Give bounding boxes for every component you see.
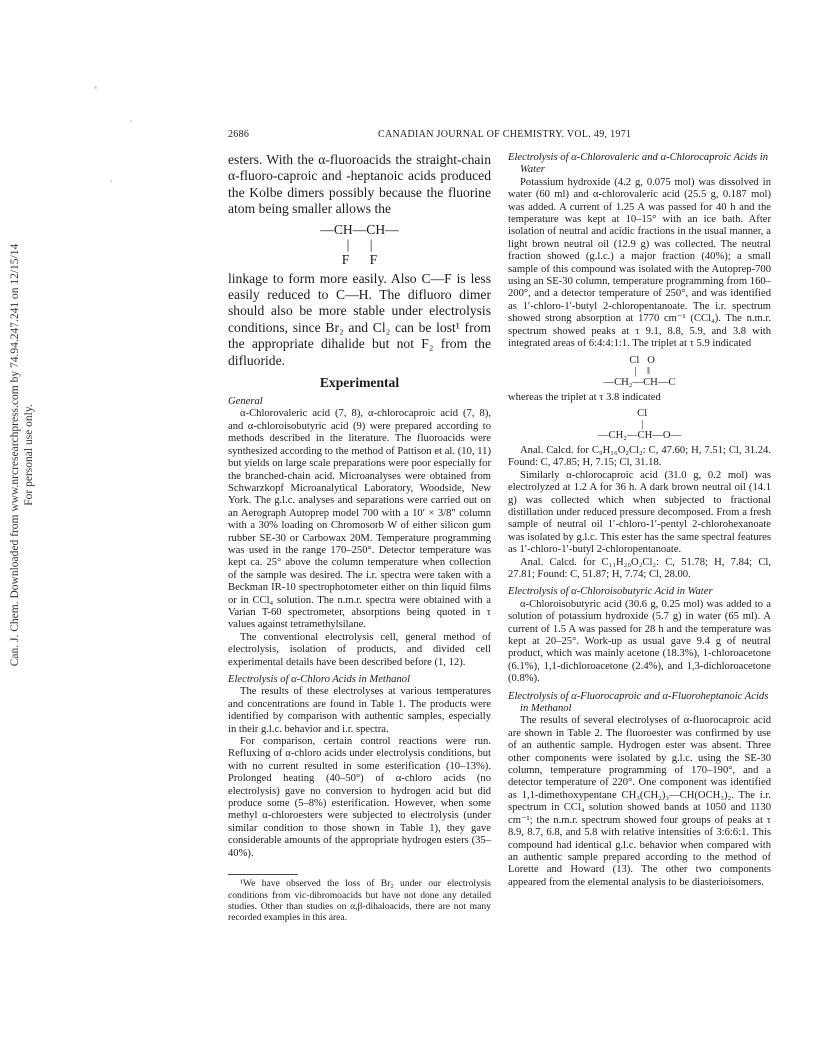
structure-line: | ‖ bbox=[629, 365, 650, 377]
structure-line: —CH—CH— bbox=[320, 221, 399, 237]
left-column bbox=[228, 152, 491, 924]
paragraph-cell: The conventional electrolysis cell, general method of electrolysis, isolation of products, and divided cell experimental details have been described before (1, 12). bbox=[228, 631, 491, 668]
structure-line: Cl bbox=[631, 407, 648, 419]
ester-structure-2 bbox=[508, 408, 771, 441]
subheading-water-electrolysis: Electrolysis of α-Chlorovaleric and α-Chlorocaproic Acids in Water bbox=[508, 152, 769, 176]
subheading-general: General bbox=[228, 396, 263, 408]
paragraph-isobutyric: α-Chloroisobutyric acid (30.6 g, 0.25 mol) was added to a solution of potassium hydroxide (5.7 g) in water (65 ml). A current of 1.5 A was passed for 28 h and the temperature was kept at 20–25°. Work-up as usual gave 9.4 g of neutral product, which was mainly acetone (18.3%), 1-chloroacetone (6.1%), 1,1-dichloroacetone (2.4%), and 1,3-dichloroacetone (0.8%). bbox=[508, 598, 771, 685]
footnote: ¹We have observed the loss of Br₂ under our electrolysis conditions from vic-dibromoacids but have not done any detailed studies. Other than studies on α,β-dihaloacids, there are not many recorded examples in this area. bbox=[228, 878, 491, 924]
watermark-line-2: For personal use only. bbox=[23, 404, 35, 506]
page-number: 2686 bbox=[228, 129, 250, 140]
structure-line: | bbox=[635, 418, 644, 430]
structure-line: F F bbox=[341, 251, 378, 267]
paragraph-intro: esters. With the α-fluoroacids the straight-chain α-fluoro-caproic and -heptanoic acids produced the Kolbe dimers possibly because the fluorine atom being smaller allows the bbox=[228, 152, 491, 217]
paragraph-controls: For comparison, certain control reactions were run. Refluxing of α-chloro acids under electrolysis conditions, but with no current resulted in some esterification (10–13%). Prolonged heating (40–50°) of α-chloro acids (no electrolysis) gave no conversion to hydrogen acid but did produce some (5–8%) esterification. However, when some methyl α-chloroesters were subjected to electrolysis (under similar condition to those shown in Table 1), they gave considerable amounts of the appropriate hydrogen esters (35–40%). bbox=[228, 736, 491, 859]
journal-title: CANADIAN JOURNAL OF CHEMISTRY. VOL. 49, 1971 bbox=[378, 129, 632, 140]
right-column bbox=[508, 152, 771, 889]
structure-line: —CH₂—CH—C bbox=[603, 376, 676, 388]
subheading-methanol: Electrolysis of α-Chloro Acids in Methanol bbox=[228, 674, 411, 685]
paragraph-results: The results of these electrolyses at various temperatures and concentrations are found in Table 1. The products were identified by comparison with authentic samples, especially in their g.l.c. behavior and i.r. spectra. bbox=[228, 686, 491, 735]
paragraph-general: α-Chlorovaleric acid (7, 8), α-chlorocaproic acid (7, 8), and α-chloroisobutyric acid (9) were prepared according to methods described in the literature. The fluoroacids were synthesized according to the method of Pattison et al. (10, 11) but yields on large scale preparations were poor especially for the branched-chain acid. Microanalyses were obtained from Schwarzkopf Microanalytical Laboratory, Woodside, New York. The g.l.c. analyses and separations were carried out on an Aerograph Autoprep model 700 with a 10′ × 3/8″ column with a 30% loading on Chromosorb W of either silicon gum rubber SE-30 or Carbowax 20M. Temperature programming was used in the range 170–250°. Detector temperature was kept ca. 25° above the column temperature when collection of the sample was desired. The i.r. spectra were taken with a Beckman IR-10 spectrophotometer either on thin liquid films or in CCl₄ solution. The n.m.r. spectra were obtained with a Varian T-60 spectrometer, absorptions being quoted in τ values against tetramethylsilane. bbox=[228, 408, 491, 631]
structure-line: Cl O bbox=[624, 354, 655, 366]
difluoro-linkage-structure bbox=[228, 222, 491, 267]
scan-speck bbox=[130, 120, 132, 122]
scan-speck bbox=[94, 86, 97, 89]
subheading-fluoroacids: Electrolysis of α-Fluorocaproic and α-Fluoroheptanoic Acids in Methanol bbox=[508, 690, 769, 715]
download-watermark bbox=[6, 175, 38, 735]
ester-structure-1 bbox=[508, 355, 771, 388]
paragraph-chlorovaleric: Potassium hydroxide (4.2 g, 0.075 mol) was dissolved in water (60 ml) and α-chlorovaleric acid (25.5 g, 0.187 mol) was added. A current of 1.25 A was passed for 40 h and the temperature was kept at 10–15° with an ice bath. After isolation of neutral and acidic fractions in the usual manner, a light brown neutral oil (12.9 g) was collected. The neutral fraction showed (g.l.c.) a major fraction (40%); a small sample of this compound was isolated with the Autoprep-700 using an SE-30 column, temperature programming from 160–200°, and a detector temperature of 250°, and was identified as 1′-chloro-1′-butyl 2-chloropentanoate. The i.r. spectrum showed strong absorption at 1770 cm⁻¹ (CCl₄). The n.m.r. spectrum showed peaks at τ 9.1, 8.8, 5.9, and 3.8 with integrated areas of 6:4:4:1:1. The triplet at τ 5.9 indicated bbox=[508, 176, 771, 350]
paragraph-whereas: whereas the triplet at τ 3.8 indicated bbox=[508, 391, 661, 403]
paragraph-linkage: linkage to form more easily. Also C—F is less easily reduced to C—H. The difluoro dimer should also be more stable under electrolysis conditions, since Br₂ and Cl₂ can be lost¹ from the appropriate dihalide but not F₂ from the difluoride. bbox=[228, 270, 491, 368]
analysis-2: Anal. Calcd. for C₁₁H₂₀O₂Cl₂: C, 51.78; H, 7.84; Cl, 27.81; Found: C, 51.87; H, 7.74; Cl, 28.00. bbox=[508, 556, 771, 580]
structure-line: —CH₂—CH—O— bbox=[597, 429, 682, 441]
analysis-1: Anal. Calcd. for C₉H₁₆O₂Cl₂: C, 47.60; H, 7.51; Cl, 31.24. Found: C, 47.85; H, 7.15; Cl, 31.18. bbox=[508, 444, 771, 469]
scan-speck bbox=[110, 180, 112, 182]
running-header bbox=[228, 129, 771, 143]
footnote-rule bbox=[228, 874, 298, 875]
watermark-line-1: Can. J. Chem. Downloaded from www.nrcresearchpress.com by 74.94.247.241 on 12/15/14 bbox=[9, 243, 21, 667]
paragraph-fluoroacids: The results of several electrolyses of α-fluorocaproic acid are shown in Table 2. The fluoroester was confirmed by use of an authentic sample. Hydrogen ester was absent. Three other components were isolated by g.l.c. using the SE-30 column, temperature programming of 170–190°, and a detector temperature of 220°. One component was identified as 1,1-dimethoxypentane CH₃(CH₂)₃—CH(OCH₃)₂. The i.r. spectrum in CCl₄ solution showed bands at 1050 and 1130 cm⁻¹; the n.m.r. spectrum showed four groups of peaks at τ 8.9, 8.7, 6.8, and 5.8 with relative intensities of 3:6:6:1. This compound had identical g.l.c. behavior when compared with an authentic sample prepared according to the method of Lorette and Howard (13). The other two components appeared from the elemental analysis to be diasterioisomers. bbox=[508, 715, 771, 888]
paragraph-chlorocaproic: Similarly α-chlorocaproic acid (31.0 g, 0.2 mol) was electrolyzed at 1.2 A for 36 h. A dark brown neutral oil (14.1 g) was collected which when subjected to fractional distillation under reduced pressure decomposed. From a fresh sample of neutral oil 1′-chloro-1′-pentyl 2-chlorohexanoate was isolated by g.l.c. This ester has the same spectral features as 1′-chloro-1′-butyl 2-chloropentanoate. bbox=[508, 469, 771, 556]
section-heading-experimental: Experimental bbox=[319, 375, 400, 391]
subheading-isobutyric: Electrolysis of α-Chloroisobutyric Acid in Water bbox=[508, 586, 713, 598]
structure-line: | | bbox=[346, 236, 373, 252]
